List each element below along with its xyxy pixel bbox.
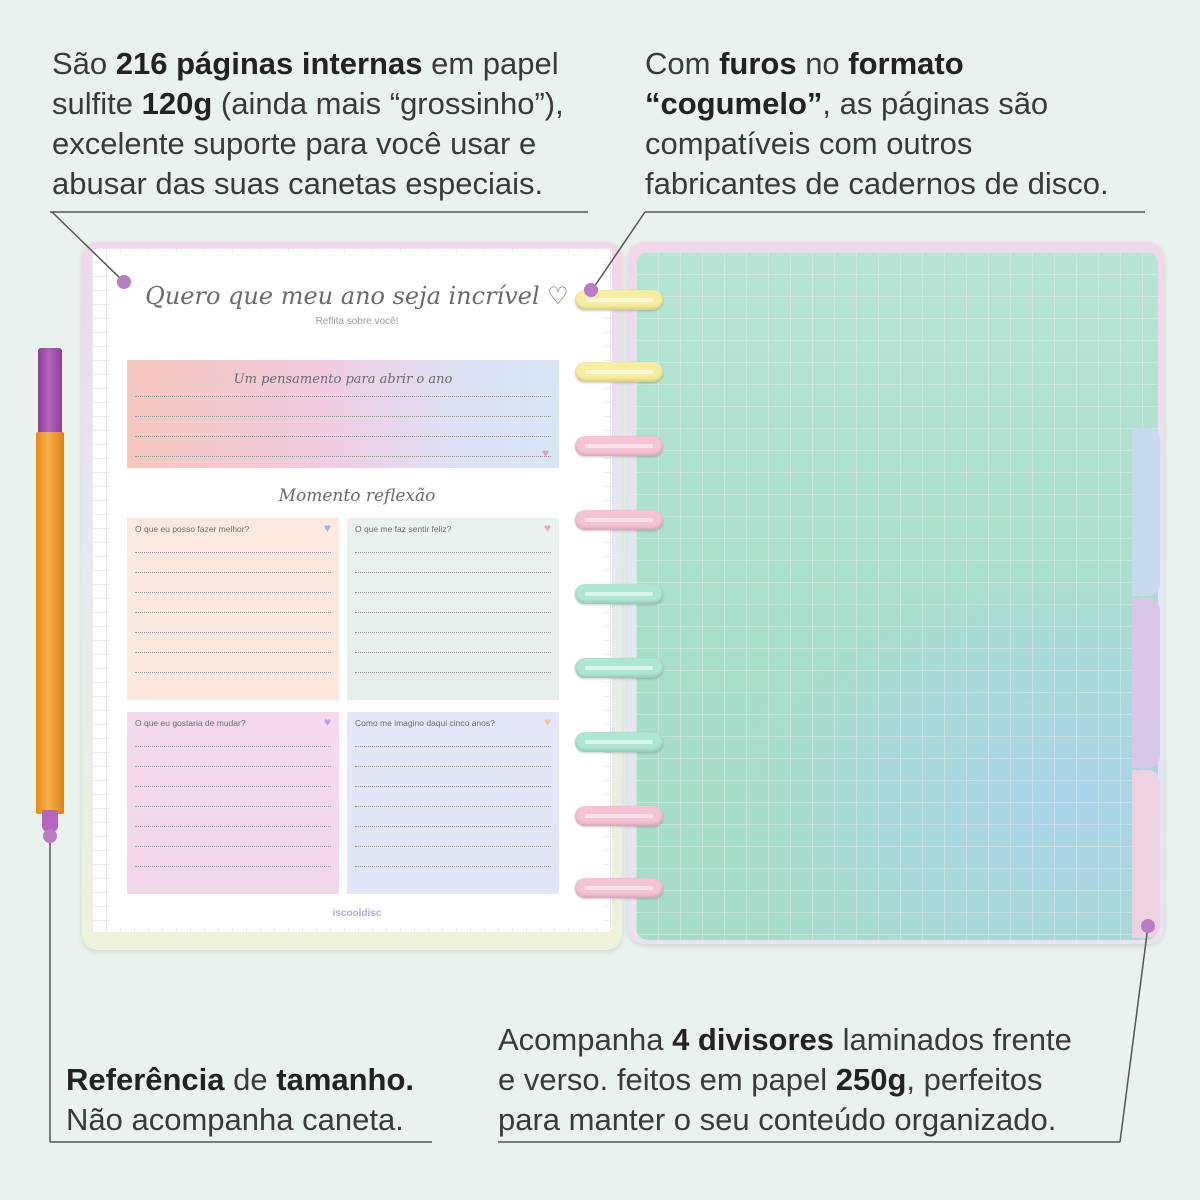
divider-tab[interactable] xyxy=(1132,598,1160,768)
question-label: O que eu posso fazer melhor? xyxy=(135,524,250,534)
marker-dot xyxy=(43,829,57,843)
disc-ring xyxy=(575,658,663,678)
disc-ring xyxy=(575,732,663,752)
thought-title: Um pensamento para abrir o ano xyxy=(233,372,453,387)
pen-body xyxy=(36,432,64,814)
dotted-line xyxy=(135,456,551,457)
question-label: O que eu gostaria de mudar? xyxy=(135,718,246,728)
dotted-line xyxy=(135,416,551,417)
heart-icon: ♥ xyxy=(323,715,331,729)
question-label: O que me faz sentir feliz? xyxy=(355,524,452,534)
brand-logo: iscooldisc xyxy=(332,908,382,919)
disc-ring xyxy=(575,510,663,530)
question-box xyxy=(127,712,339,894)
heart-icon: ♥ xyxy=(543,715,551,729)
section-title: Momento reflexão xyxy=(278,486,436,506)
marker-dot xyxy=(1141,919,1155,933)
heart-icon: ♥ xyxy=(543,521,551,535)
heart-icon: ♥ xyxy=(541,446,549,460)
question-box xyxy=(347,712,559,894)
question-label: Como me imagino daqui cinco anos? xyxy=(355,718,495,728)
heart-icon: ♥ xyxy=(323,521,331,535)
question-box xyxy=(347,518,559,700)
callout-pages: São 216 páginas internas em papel sulfite 120g (ainda mais “grossinho”), excelente suporte para você usar e abusar das suas canetas especiais. xyxy=(52,46,564,201)
callout-dividers: Acompanha 4 divisores laminados frente e verso. feitos em papel 250g, perfeitos para manter o seu conteúdo organizado. xyxy=(498,1022,1072,1137)
dotted-line xyxy=(135,436,551,437)
planner-subtitle: Reflita sobre você! xyxy=(315,316,399,327)
divider-sheet xyxy=(636,252,1158,940)
disc-ring xyxy=(575,362,663,382)
question-box xyxy=(127,518,339,700)
disc-ring xyxy=(575,806,663,826)
divider-tab[interactable] xyxy=(1132,428,1160,596)
disc-ring xyxy=(575,584,663,604)
marker-dot xyxy=(584,283,598,297)
planner-title: Quero que meu ano seja incrível ♡ xyxy=(145,282,569,310)
thought-box xyxy=(127,360,559,468)
callout-size: Referência de tamanho. Não acompanha caneta. xyxy=(66,1062,415,1137)
pen-cap xyxy=(38,348,62,436)
divider-tab[interactable] xyxy=(1132,770,1160,938)
disc-ring xyxy=(575,878,663,898)
marker-dot xyxy=(117,275,131,289)
planner-sheet xyxy=(110,252,604,928)
dotted-line xyxy=(135,396,551,397)
callout-holes: Com furos no formato “cogumelo”, as páginas são compatíveis com outros fabricantes de cadernos de disco. xyxy=(645,46,1109,201)
disc-ring xyxy=(575,436,663,456)
